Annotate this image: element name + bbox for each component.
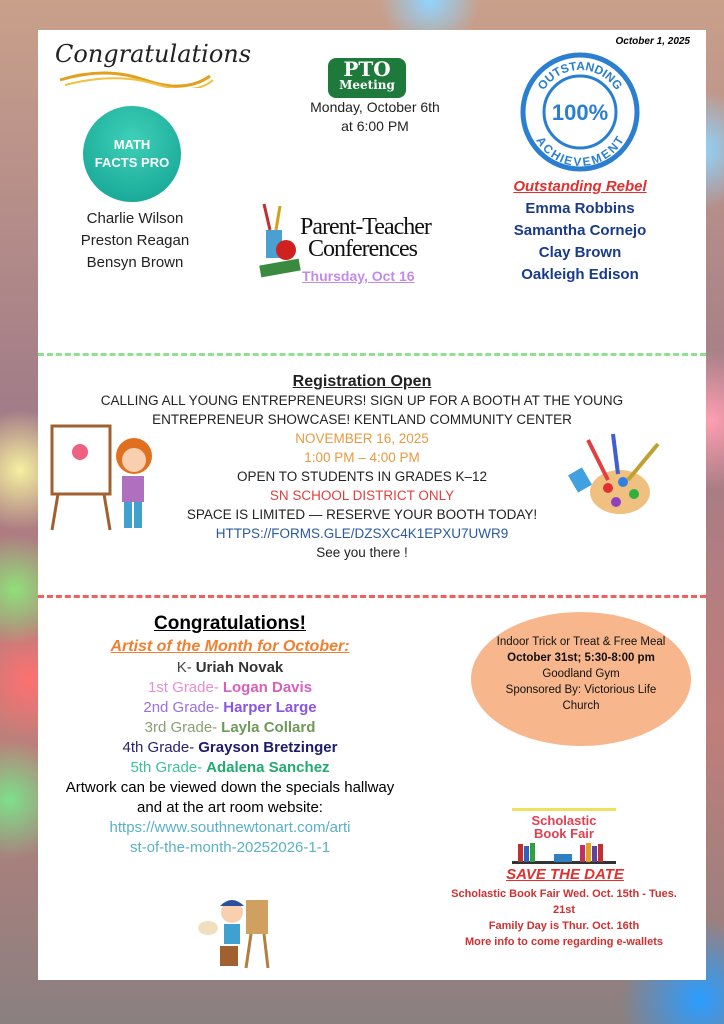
- registration-section: [100, 372, 624, 562]
- artist-row: [45, 698, 415, 718]
- student-name: Clay Brown: [538, 244, 622, 261]
- student-name: Bensyn Brown: [86, 254, 184, 271]
- artwork-text: Artwork can be viewed down the specials hallway and at the art room website:: [65, 779, 395, 816]
- pto-meeting-info: [285, 98, 465, 136]
- section-divider: [38, 353, 706, 356]
- registration-link[interactable]: HTTPS://FORMS.GLE/DZSXC4K1EPXU7UWR9: [215, 526, 509, 541]
- artist-row: [45, 678, 415, 698]
- artist-grade: 1st Grade-: [147, 679, 219, 696]
- artist-grade: K-: [176, 659, 192, 676]
- girl-painting-easel-icon: [48, 420, 160, 532]
- congratulations-heading: Congratulations!: [154, 613, 306, 634]
- paint-palette-icon: [568, 430, 666, 520]
- outstanding-achievement-stamp: [520, 52, 640, 172]
- newsletter-date: October 1, 2025: [615, 36, 690, 47]
- pto-time: at 6:00 PM: [341, 118, 409, 134]
- book-fair-details: [448, 886, 680, 950]
- student-name: Emma Robbins: [525, 200, 635, 217]
- outstanding-rebel-students: [480, 198, 680, 286]
- event-time: October 31st; 5:30-8:00 pm: [507, 652, 655, 664]
- pto-meeting-logo: PTO Meeting: [328, 58, 406, 98]
- section-divider: [38, 595, 706, 598]
- math-facts-pro-badge: MATH FACTS PRO: [83, 106, 181, 202]
- student-name: Oakleigh Edison: [521, 266, 639, 283]
- congratulations-script-logo: Congratulations: [55, 40, 215, 92]
- student-name: Charlie Wilson: [86, 210, 184, 227]
- conferences-date: Thursday, Oct 16: [302, 268, 415, 284]
- child-painter-icon: [196, 894, 276, 970]
- artist-name: Adalena Sanchez: [206, 759, 330, 776]
- space-text: SPACE IS LIMITED — RESERVE YOUR BOOTH TODAY!: [186, 507, 538, 522]
- save-the-date: SAVE THE DATE: [506, 866, 624, 883]
- math-facts-students: [60, 208, 210, 274]
- artist-grade: 5th Grade-: [130, 759, 203, 776]
- parent-teacher-conferences-title: Parent-Teacher Conferences: [300, 214, 431, 262]
- event-date: NOVEMBER 16, 2025: [295, 431, 429, 446]
- eligibility-text: OPEN TO STUDENTS IN GRADES K–12: [236, 469, 488, 484]
- book-fair-dates: Scholastic Book Fair Wed. Oct. 15th - Tues. 21st: [451, 888, 677, 916]
- registration-text: CALLING ALL YOUNG ENTREPRENEURS! SIGN UP FOR A BOOTH AT THE YOUNG: [100, 393, 624, 408]
- student-name: Samantha Cornejo: [513, 222, 647, 239]
- svg-text:ACHIEVEMENT: ACHIEVEMENT: [533, 133, 627, 170]
- closing-text: See you there !: [316, 545, 408, 560]
- family-day: Family Day is Thur. Oct. 16th: [488, 920, 640, 932]
- outstanding-rebel-title: Outstanding Rebel: [513, 178, 647, 195]
- art-website-link[interactable]: https://www.southnewtonart.com/arti: [109, 819, 351, 836]
- artist-name: Logan Davis: [222, 679, 313, 696]
- artist-row: [45, 758, 415, 778]
- artist-row: [45, 718, 415, 738]
- event-time: 1:00 PM – 4:00 PM: [304, 450, 420, 465]
- artist-row: [45, 738, 415, 758]
- artist-row: [45, 658, 415, 678]
- event-sponsor: Sponsored By: Victorious Life Church: [505, 684, 657, 712]
- artist-of-month-section: [45, 612, 415, 858]
- svg-text:OUTSTANDING: OUTSTANDING: [534, 58, 626, 93]
- trick-or-treat-event: [471, 612, 691, 746]
- registration-title: Registration Open: [292, 373, 432, 390]
- event-location: Goodland Gym: [542, 668, 620, 680]
- school-supplies-icon: [258, 200, 304, 280]
- svg-text:100%: 100%: [551, 100, 609, 125]
- artist-name: Harper Large: [223, 699, 317, 716]
- scholastic-book-fair-logo: Scholastic Book Fair: [512, 808, 616, 864]
- artist-subtitle: Artist of the Month for October:: [110, 638, 350, 655]
- artist-name: Uriah Novak: [195, 659, 284, 676]
- artist-grade: 4th Grade-: [122, 739, 195, 756]
- event-title: Indoor Trick or Treat & Free Meal: [496, 636, 666, 648]
- district-text: SN SCHOOL DISTRICT ONLY: [269, 488, 455, 503]
- artist-name: Layla Collard: [221, 719, 316, 736]
- registration-text: ENTREPRENEUR SHOWCASE! KENTLAND COMMUNITY CENTER: [152, 412, 572, 427]
- art-website-link[interactable]: st-of-the-month-20252026-1-1: [129, 839, 331, 856]
- pto-date: Monday, October 6th: [310, 99, 440, 115]
- student-name: Preston Reagan: [80, 232, 190, 249]
- artist-grade: 3rd Grade-: [144, 719, 218, 736]
- artist-name: Grayson Bretzinger: [198, 739, 338, 756]
- e-wallet-info: More info to come regarding e-wallets: [464, 936, 664, 948]
- artist-grade: 2nd Grade-: [143, 699, 220, 716]
